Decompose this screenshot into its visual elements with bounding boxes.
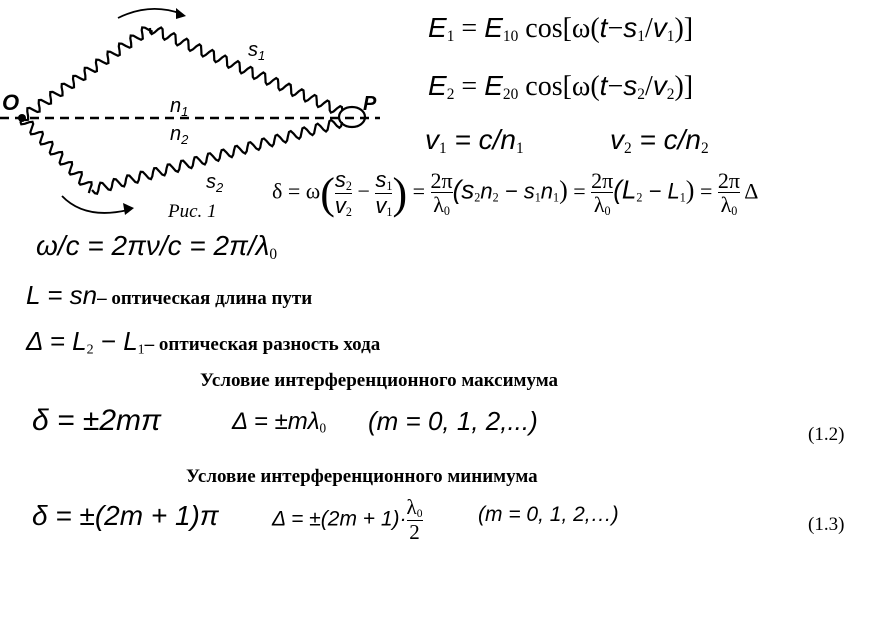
n2-label: $n_2$ [170, 123, 189, 147]
figure-caption: Рис. 1 [168, 201, 217, 222]
s1-label: $s_1$ [248, 39, 266, 63]
upper-wave-path [22, 27, 153, 120]
lower-arrow [62, 196, 128, 213]
n1-label: $n_1$ [170, 95, 189, 119]
max-range: (m = 0, 1, 2,...) [368, 406, 538, 436]
eq-number-1-3: (1.3) [808, 514, 845, 535]
max-Delta: $\Delta = \pm m\lambda_0$ [232, 408, 327, 436]
upper-arrow-head [176, 8, 186, 19]
max-delta: δ = ±2mπ [32, 404, 162, 437]
formula-v2: $v_2 = c/n_2$ [610, 124, 709, 157]
formula-omega: $\omega/c = 2\pi\nu/c = 2\pi/\lambda_0$ [36, 230, 278, 263]
min-delta: δ = ±(2m + 1)π [32, 500, 219, 531]
point-p-label: P [363, 93, 377, 115]
min-Delta: Δ = ±(2m + 1)· $\frac{\lambda_0}{2}$ [272, 495, 423, 544]
point-o-label: O [2, 90, 20, 115]
min-range: (m = 0, 1, 2,…) [478, 503, 619, 526]
min-heading: Условие интерференционного минимума [186, 466, 538, 487]
formula-delta: δ = ω( $\frac{s_2}{v_2}$ − $\frac{s_1}{v_1}$ ) = $\frac{2\pi}{\lambda_0}$ $(s_2n_2 - s_1n_1)$ = $\frac{2\pi}{\lambda_0}$ $(L_2 - L_1)$ = $\frac{2\pi}{\lambda_0}$ Δ [272, 167, 759, 220]
formula-e1: $E_1 = E_{10}$ $\cos[\omega(t-s_1/v_1)]$ [428, 12, 694, 45]
formula-e2: $E_2 = E_{20}$ $\cos[\omega(t-s_2/v_2)]$ [428, 70, 694, 103]
source-point [18, 114, 26, 122]
upper-arrow [118, 9, 182, 18]
lower-wave-path [21, 118, 92, 193]
optical-length-line: L = sn– оптическая длина пути [26, 280, 313, 310]
eq-number-1-2: (1.2) [808, 424, 845, 445]
s2-label: $s_2$ [206, 171, 224, 195]
lower-arrow-head [123, 203, 134, 215]
max-heading: Условие интерференционного максимума [200, 370, 559, 391]
formula-v1: $v_1 = c/n_1$ [425, 124, 524, 157]
lambda-over-2-fraction: $\frac{\lambda_0}{2}$ [406, 495, 423, 544]
path-difference-line: $\Delta = L_2 - L_1-$ оптическая разность хода [26, 326, 381, 358]
